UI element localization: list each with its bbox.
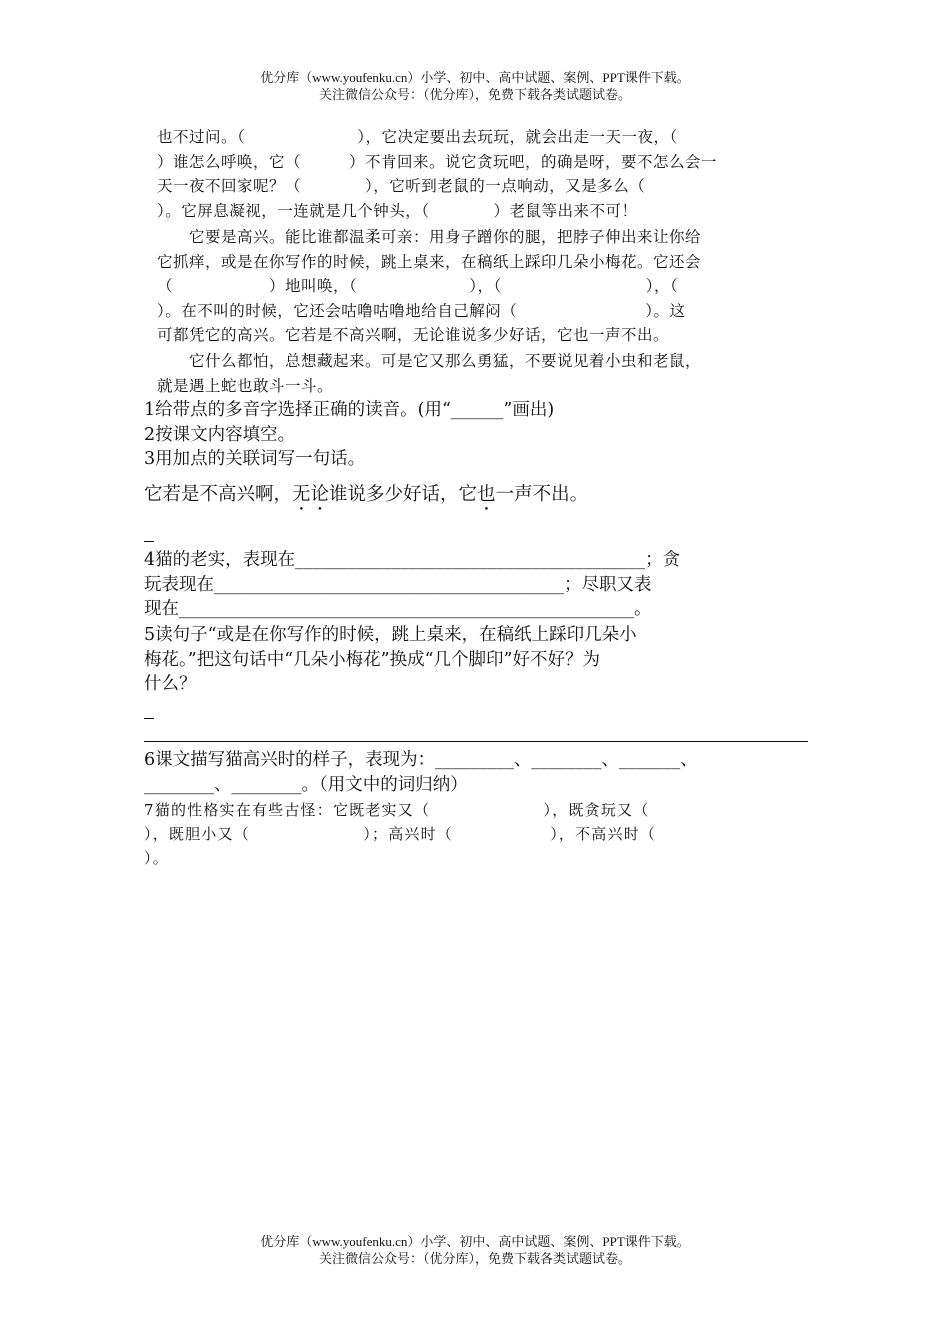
sentence-text: 一声不出。 [495, 484, 589, 505]
question-1: 1给带点的多音字选择正确的读音。(用“______”画出) [144, 400, 555, 420]
page-footer [0, 1233, 950, 1267]
page-header [0, 69, 950, 103]
passage-paragraph-2 [157, 225, 807, 348]
passage-line: 它要是高兴。能比谁都温柔可亲：用身子蹭你的腿，把脖子伸出来让你给 [157, 228, 702, 246]
passage-line: 天一夜不回家呢？（ ），它听到老鼠的一点响动，又是多么（ [157, 177, 646, 196]
dotted-conjunction: 无论 [292, 484, 330, 505]
questions-1-3 [144, 398, 809, 472]
header-line-2: 关注微信公众号：（优分库），免费下载各类试题试卷。 [318, 87, 631, 102]
question-4 [144, 548, 809, 622]
passage-line: 可都凭它的高兴。它若是不高兴啊，无论谁说多少好话，它也一声不出。 [157, 326, 670, 345]
header-line-1: 优分库（www.youfenku.cn）小学、初中、高中试题、案例、PPT课件下载。 [260, 70, 690, 85]
question-5-line: 梅花。”把这句话中“几朵小梅花”换成“几个脚印”好不好？为 [144, 649, 600, 670]
question-7-line: ）。 [144, 849, 169, 867]
dotted-conjunction: 也 [477, 484, 496, 505]
footer-line-2: 关注微信公众号：（优分库），免费下载各类试题试卷。 [318, 1251, 631, 1266]
passage-line: 它什么都怕，总想藏起来。可是它又那么勇猛，不要说见着小虫和老鼠， [157, 352, 702, 370]
question-6-line: 6课文描写猫高兴时的样子，表现为：_________、________、_______、 [144, 750, 698, 770]
question-3-sentence [144, 483, 809, 508]
sentence-text: 谁说多少好话，它 [329, 484, 478, 505]
answer-line-short[interactable] [144, 541, 154, 542]
question-6-line: ________、________。（用文中的词归纳） [144, 774, 468, 795]
question-6 [144, 748, 809, 797]
passage-line: ）谁怎么呼唤，它（ ）不肯回来。说它贪玩吧，的确是呀，要不怎么会一 [157, 152, 718, 171]
question-5-line: 什么？ [144, 674, 197, 694]
passage-paragraph-3 [157, 349, 807, 398]
question-7 [144, 798, 809, 870]
passage-line: （ ）地叫唤，（ ），（ ），（ [157, 277, 679, 296]
passage-paragraph-1 [157, 125, 807, 223]
question-5 [144, 623, 809, 697]
question-2: 2按课文内容填空。 [144, 424, 296, 445]
footer-line-1: 优分库（www.youfenku.cn）小学、初中、高中试题、案例、PPT课件下载。 [260, 1234, 690, 1249]
question-7-line: ），既胆小又（ ）；高兴时（ ），不高兴时（ [144, 825, 657, 843]
sentence-text: 它若是不高兴啊， [144, 484, 293, 505]
passage-line: ）。在不叫的时候，它还会咕噜咕噜地给自己解闷（ ）。这 [157, 301, 686, 320]
answer-line-full[interactable] [144, 741, 808, 742]
question-5-line: 5读句子“或是在你写作的时候，跳上桌来，在稿纸上踩印几朵小 [144, 625, 637, 645]
passage-line: 也不过问。（ ），它决定要出去玩玩，就会出走一天一夜，（ [157, 128, 678, 146]
passage-line: 就是遇上蛇也敢斗一斗。 [157, 376, 334, 395]
answer-line-short[interactable] [144, 718, 154, 719]
passage-line: ）。它屏息凝视，一连就是几个钟头，（ ）老鼠等出来不可！ [157, 201, 638, 220]
question-4-line: 现在____________________________________________________。 [144, 599, 652, 619]
question-4-line: 玩表现在________________________________________；尽职又表 [144, 574, 652, 595]
passage-line: 它抓痒，或是在你写作的时候，跳上桌来，在稿纸上踩印几朵小梅花。它还会 [157, 252, 702, 271]
question-3: 3用加点的关联词写一句话。 [144, 449, 366, 469]
question-4-line: 4猫的老实，表现在________________________________________；贪 [144, 550, 681, 570]
question-7-line: 7猫的性格实在有些古怪：它既老实又（ ），既贪玩又（ [144, 801, 650, 819]
